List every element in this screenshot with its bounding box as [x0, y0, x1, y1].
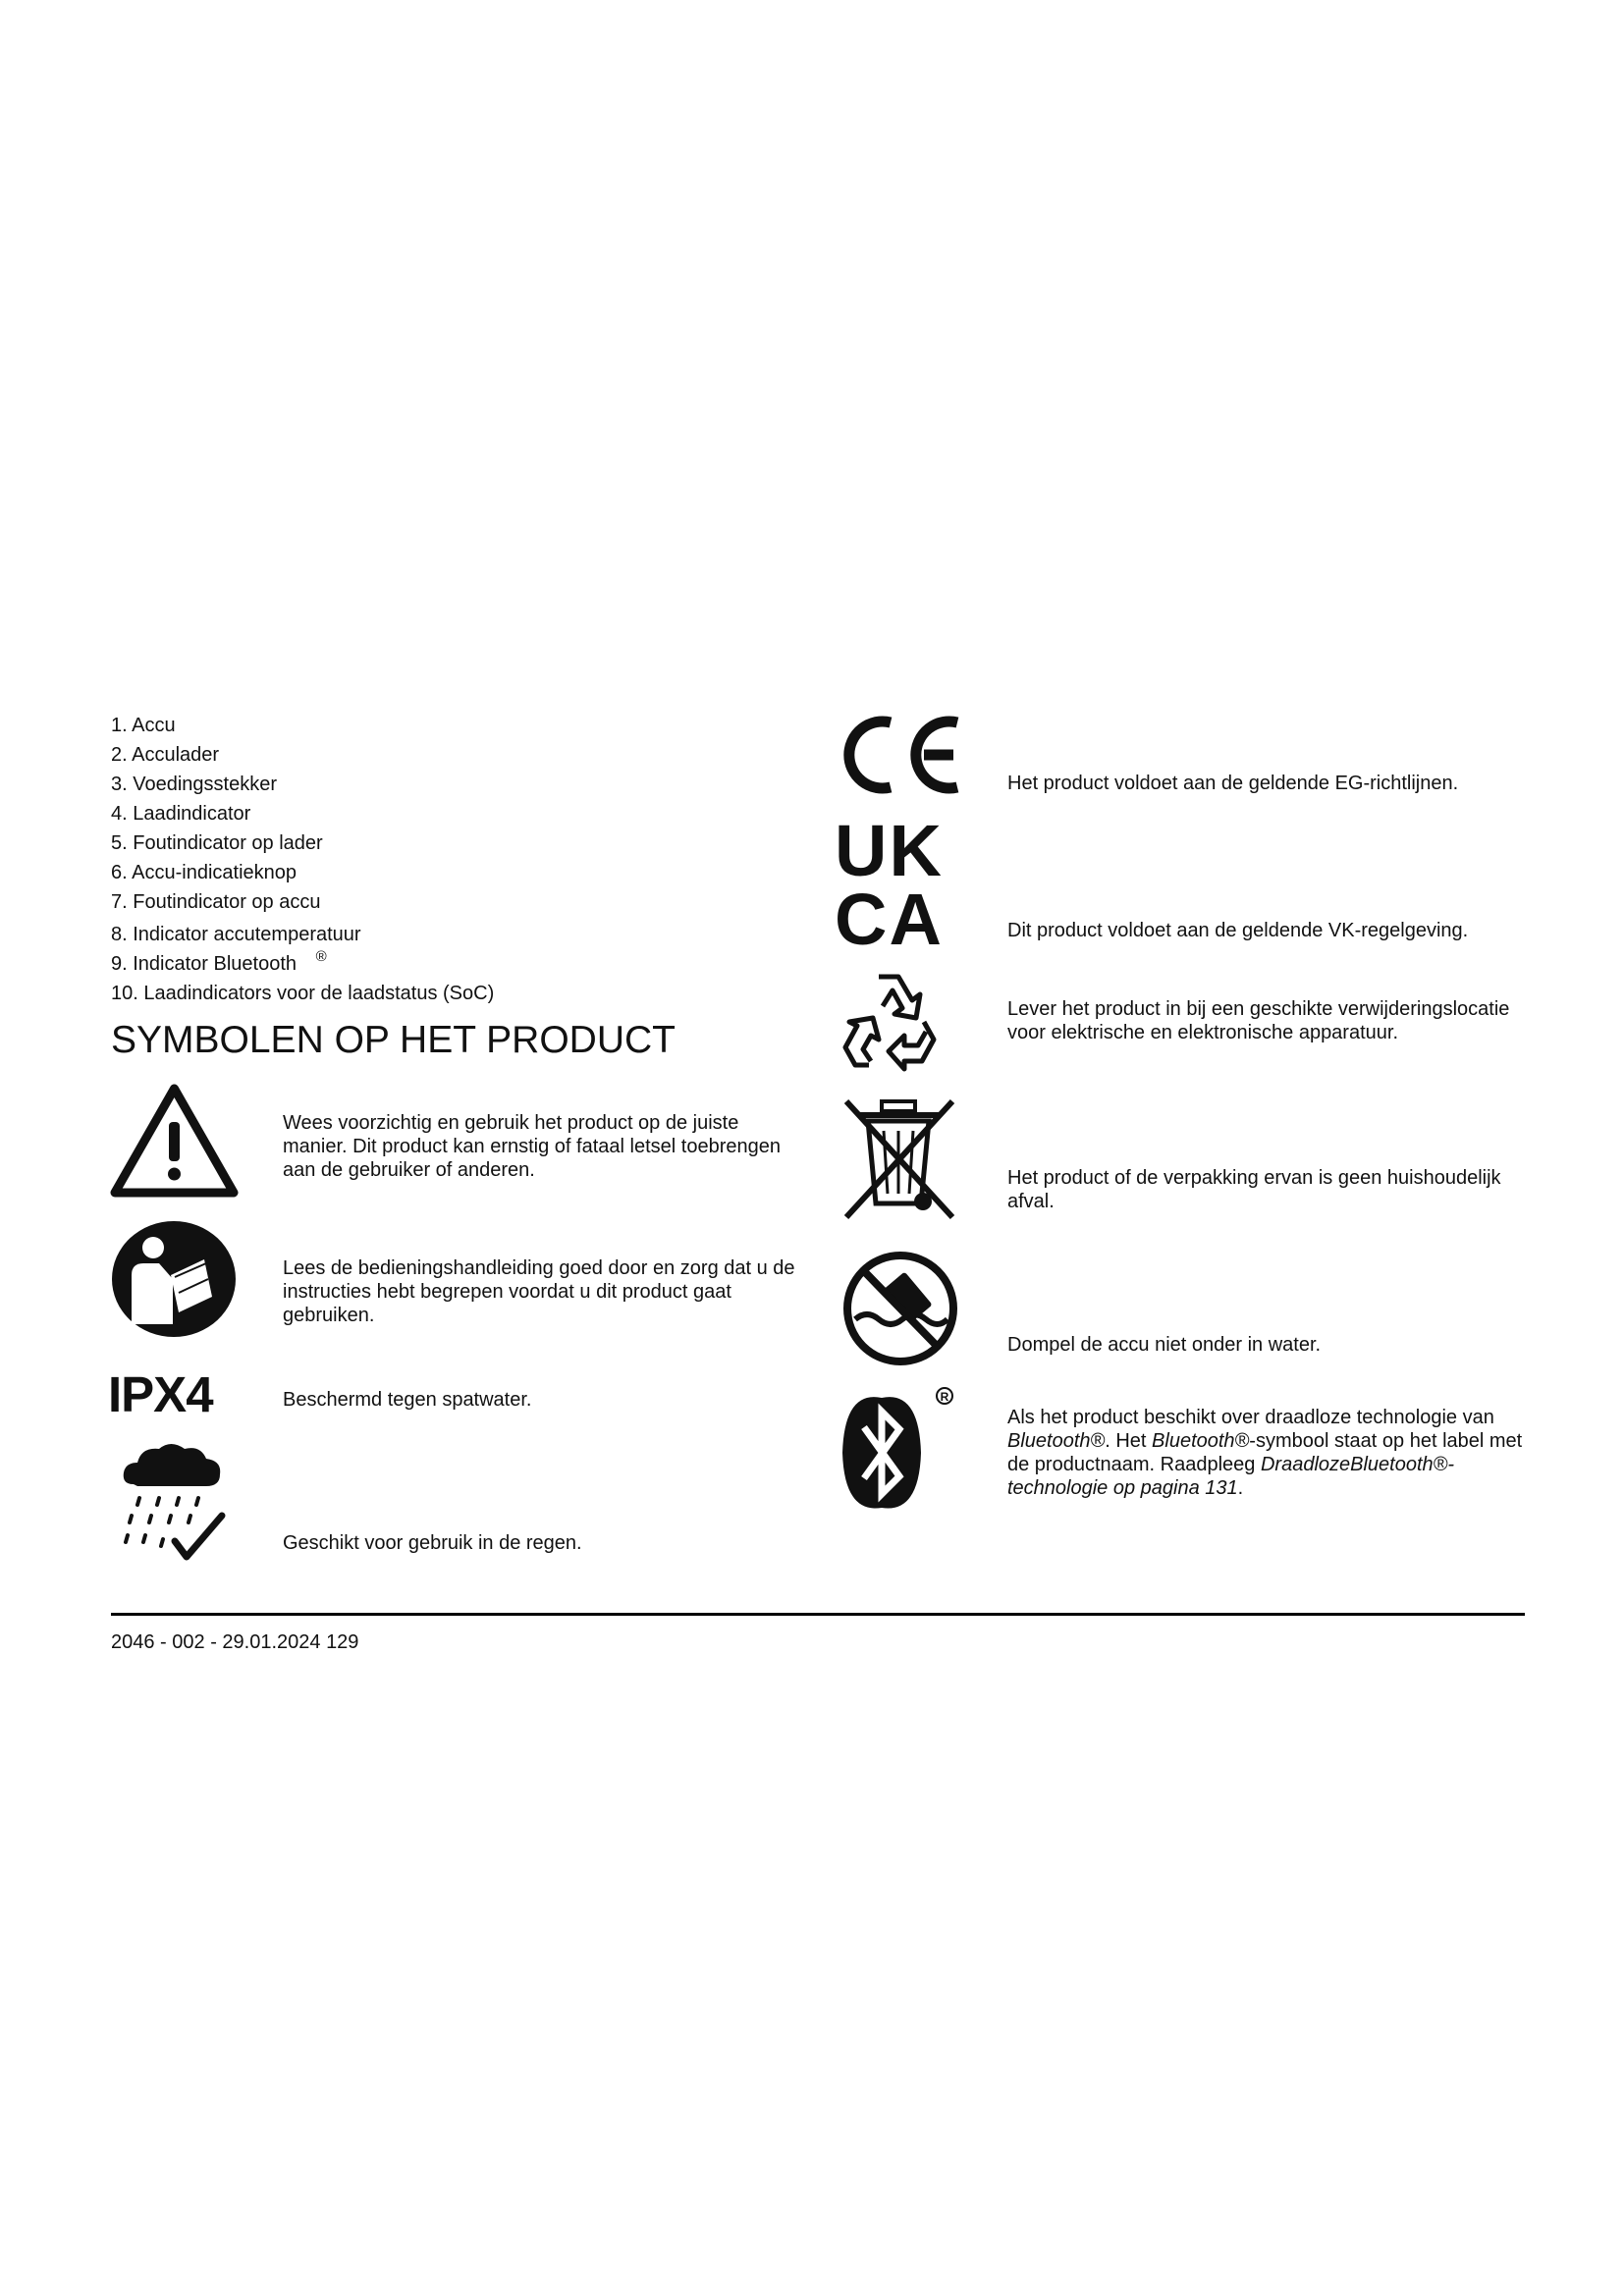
ukca-line-1: UK [835, 810, 944, 891]
warning-triangle-icon [109, 1083, 240, 1199]
footer-rule [111, 1613, 1525, 1616]
ipx4-icon: IPX4 [108, 1366, 213, 1422]
bt-text-1: Als het product beschikt over draadloze technologie van [1007, 1407, 1494, 1428]
ce-mark-icon [836, 715, 967, 795]
section-title: SYMBOLEN OP HET PRODUCT [111, 1019, 677, 1061]
list-item: 2. Acculader [111, 744, 220, 766]
bt-link-reference: DraadlozeBluetooth®-technologie op pagina 131 [1007, 1454, 1455, 1499]
rain-cloud-icon [118, 1441, 234, 1569]
list-item: 8. Indicator accutemperatuur [111, 924, 361, 945]
bt-text-4: . [1237, 1477, 1244, 1499]
bluetooth-icon [837, 1382, 954, 1516]
ce-description: Het product voldoet aan de geldende EG-richtlijnen. [1007, 773, 1459, 794]
list-item: 5. Foutindicator op lader [111, 832, 323, 854]
water-description: Dompel de accu niet onder in water. [1007, 1334, 1322, 1356]
bluetooth-description [1007, 1406, 1528, 1500]
ukca-line-2: CA [835, 879, 944, 960]
list-item: 10. Laadindicators voor de laadstatus (SoC) [111, 983, 495, 1004]
bt-text-3: -symbool staat op het label met de productnaam. Raadpleeg [1007, 1430, 1523, 1475]
registered-mark: ® [315, 948, 327, 965]
list-item: 3. Voedingsstekker [111, 774, 277, 795]
manual-description: Lees de bedieningshandleiding goed door en zorg dat u de instructies hebt begrepen voordat u dit product gaat gebruiken. [283, 1257, 795, 1326]
warning-description: Wees voorzichtig en gebruik het product op de juiste manier. Dit product kan ernstig of fataal letsel toebrengen aan de gebruiker of anderen. [283, 1112, 781, 1181]
list-item: 6. Accu-indicatieknop [111, 862, 298, 883]
rain-description: Geschikt voor gebruik in de regen. [283, 1532, 582, 1554]
no-immersion-icon [841, 1251, 959, 1366]
ipx4-description: Beschermd tegen spatwater. [283, 1389, 532, 1411]
list-item: 1. Accu [111, 715, 176, 736]
recycle-description: Lever het product in bij een geschikte verwijderingslocatie voor elektrische en elektronische apparatuur. [1007, 998, 1510, 1043]
bt-italic-1: Bluetooth® [1007, 1430, 1106, 1452]
list-item: 4. Laadindicator [111, 803, 251, 825]
ukca-description: Dit product voldoet aan de geldende VK-regelgeving. [1007, 920, 1469, 941]
list-item-text: 9. Indicator Bluetooth [111, 953, 298, 975]
list-item [111, 948, 327, 978]
ukca-mark-icon [835, 810, 944, 960]
recycle-icon [839, 967, 949, 1073]
read-manual-icon [110, 1220, 238, 1338]
page-footer: 2046 - 002 - 29.01.2024 129 [111, 1631, 359, 1653]
bt-italic-2: Bluetooth® [1152, 1430, 1250, 1452]
bt-text-2: . Het [1105, 1430, 1153, 1452]
weee-description: Het product of de verpakking ervan is geen huishoudelijk afval. [1007, 1167, 1501, 1212]
svg-text:R: R [940, 1390, 949, 1404]
crossed-bin-icon [840, 1095, 962, 1221]
list-item: 7. Foutindicator op accu [111, 891, 321, 913]
